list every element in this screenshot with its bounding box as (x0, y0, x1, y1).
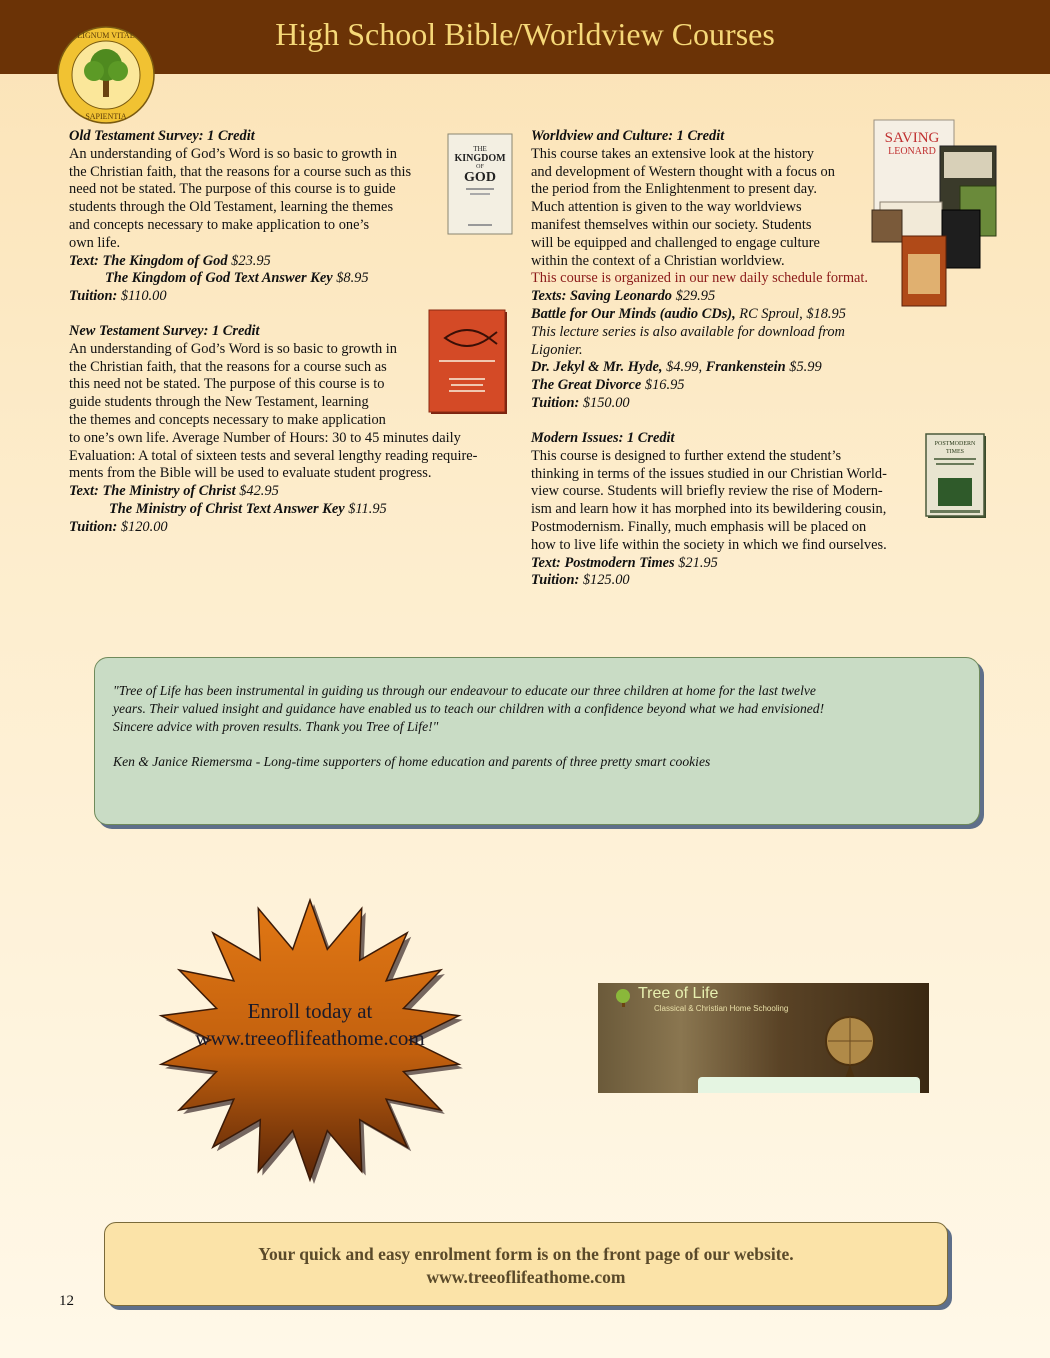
nt-title: New Testament Survey: 1 Credit (69, 323, 260, 339)
wc-divorce-price: $16.95 (641, 377, 685, 394)
mi-line: thinking in terms of the issues studied in our Christian World- (531, 465, 887, 482)
mi-line: view course. Students will briefly review the rise of Modern- (531, 483, 883, 500)
mi-line: ism and learn how it has morphed into its bewildering cousin, (531, 501, 887, 518)
mi-text-price: $21.95 (674, 554, 718, 571)
nt-tuition-value: $120.00 (117, 518, 168, 535)
modern-issues-section (531, 430, 951, 590)
wc-line: the period from the Enlightenment to present day. (531, 181, 817, 198)
footer-url[interactable]: www.treeoflifeathome.com (426, 1267, 626, 1287)
mi-line: This course is designed to further extend the student’s (531, 447, 842, 464)
testimonial-line: years. Their valued insight and guidance have enabled us to teach our children with a confidence beyond what we had envisioned! (113, 700, 825, 716)
svg-text:POSTMODERN: POSTMODERN (934, 441, 976, 447)
footer-line1: Your quick and easy enrolment form is on the front page of our website. (258, 1244, 794, 1264)
ot-line: students through the Old Testament, learning the themes (69, 199, 394, 216)
nt-line: ments from the Bible will be used to evaluate student progress. (69, 465, 432, 482)
nt-key-label: The Ministry of Christ Text Answer Key (109, 500, 345, 517)
site-brand: Tree of Life (638, 985, 719, 1002)
wc-schedule-note: This course is organized in our new daily schedule format. (531, 270, 869, 287)
site-panel (698, 1077, 920, 1093)
nt-line: the themes and concepts necessary to make application (69, 411, 386, 428)
enroll-text (150, 998, 470, 1052)
wc-texts-price: $29.95 (671, 288, 716, 305)
page-number: 12 (59, 1293, 74, 1309)
enrolment-footer-box (104, 1222, 948, 1306)
wc-frank-label: Frankenstein (705, 359, 786, 376)
page-title: High School Bible/Worldview Courses (275, 16, 775, 52)
ot-text-label: Text: The Kingdom of God (69, 252, 228, 269)
svg-text:THE: THE (473, 145, 487, 153)
mi-text-label: Text: Postmodern Times (531, 554, 675, 571)
seal-bottom-text: SAPIENTIA (85, 112, 127, 121)
postmodern-times-book-cover (924, 432, 988, 520)
svg-text:TIMES: TIMES (946, 449, 964, 455)
nt-key-price: $11.95 (344, 500, 387, 517)
wc-battle-price: RC Sproul, $18.95 (735, 305, 846, 322)
ot-tuition-label: Tuition: (69, 288, 118, 305)
nt-text-price: $42.95 (235, 483, 279, 500)
ot-tuition-value: $110.00 (117, 288, 167, 305)
worldview-books-collage (866, 118, 1000, 310)
ot-line: own life. (69, 234, 121, 251)
mi-line: how to live life within the society in which we find ourselves. (531, 536, 887, 553)
wc-battle-label: Battle for Our Minds (audio CDs), (531, 305, 736, 322)
wc-texts-label: Texts: Saving Leonardo (531, 288, 672, 305)
ot-text-price: $23.95 (227, 252, 271, 269)
wc-line: Much attention is given to the way worldviews (531, 199, 802, 216)
tree-of-life-seal-logo (56, 25, 156, 125)
ot-survey-section (69, 128, 509, 306)
svg-text:OF: OF (476, 164, 484, 170)
nt-line: Evaluation: A total of sixteen tests and several lengthy reading require- (69, 447, 478, 464)
enroll-line1: Enroll today at (247, 999, 373, 1023)
mi-tuition-value: $125.00 (579, 572, 630, 589)
svg-text:GOD: GOD (464, 170, 496, 185)
nt-line: guide students through the New Testament, learning (69, 394, 369, 411)
wc-lecture-line: Ligonier. (531, 341, 583, 358)
wc-tuition-label: Tuition: (531, 394, 580, 411)
ot-line: the Christian faith, that the reasons for a course such as this (69, 163, 412, 180)
wc-jekyl-price: $4.99, (662, 359, 706, 376)
testimonial-line: "Tree of Life has been instrumental in guiding us through our endeavour to educate our three children at home for the last twelve (113, 683, 816, 698)
ot-title: Old Testament Survey: 1 Credit (69, 128, 255, 144)
wc-frank-price: $5.99 (785, 359, 822, 376)
wc-line: will be equipped and challenged to engage culture (531, 234, 820, 251)
enroll-url[interactable]: www.treeoflifeathome.com (195, 1026, 425, 1050)
testimonial-box (94, 657, 980, 825)
ot-line: and concepts necessary to make application to one’s (69, 216, 370, 233)
ot-line: need not be stated. The purpose of this course is to guide (69, 181, 396, 198)
ministry-of-christ-book-cover (427, 308, 511, 418)
mi-line: Postmodernism. Finally, much emphasis will be placed on (531, 518, 867, 535)
ot-key-label: The Kingdom of God Text Answer Key (105, 270, 333, 287)
mi-title: Modern Issues: 1 Credit (531, 430, 675, 446)
wc-line: and development of Western thought with a focus on (531, 163, 835, 180)
nt-text-label: Text: The Ministry of Christ (69, 483, 236, 500)
nt-line: the Christian faith, that the reasons for a course such as (69, 358, 387, 375)
testimonial-author: Ken & Janice Riemersma - Long-time supporters of home education and parents of three pretty smart cookies (113, 754, 711, 770)
ot-key-price: $8.95 (332, 270, 369, 287)
wc-line: within the context of a Christian worldview. (531, 252, 785, 269)
nt-line: An understanding of God’s Word is so basic to growth in (69, 340, 397, 357)
ot-line: An understanding of God’s Word is so basic to growth in (69, 145, 397, 162)
svg-text:SAVING: SAVING (884, 130, 940, 146)
website-screenshot (598, 983, 929, 1093)
wc-title: Worldview and Culture: 1 Credit (531, 128, 725, 144)
seal-top-text: LIGNUM VITAE (77, 31, 135, 40)
nt-line: to one’s own life. Average Number of Hours: 30 to 45 minutes daily (69, 429, 461, 446)
nt-line: this need not be stated. The purpose of this course is to (69, 376, 385, 393)
kingdom-of-god-book-cover (446, 132, 514, 236)
wc-jekyl-label: Dr. Jekyl & Mr. Hyde, (531, 359, 663, 376)
wc-line: This course takes an extensive look at the history (531, 145, 814, 162)
site-tagline: Classical & Christian Home Schooling (654, 1004, 789, 1013)
svg-text:KINGDOM: KINGDOM (454, 153, 506, 164)
mi-tuition-label: Tuition: (531, 572, 580, 589)
wc-line: manifest themselves within our society. Students (531, 216, 812, 233)
nt-tuition-label: Tuition: (69, 518, 118, 535)
wc-lecture-line: This lecture series is also available for download from (531, 323, 845, 340)
wc-tuition-value: $150.00 (579, 394, 630, 411)
testimonial-line: Sincere advice with proven results. Thank you Tree of Life!" (113, 718, 439, 734)
wc-divorce-label: The Great Divorce (531, 377, 642, 394)
tree-icon (612, 987, 634, 1009)
svg-text:LEONARD: LEONARD (888, 146, 936, 157)
